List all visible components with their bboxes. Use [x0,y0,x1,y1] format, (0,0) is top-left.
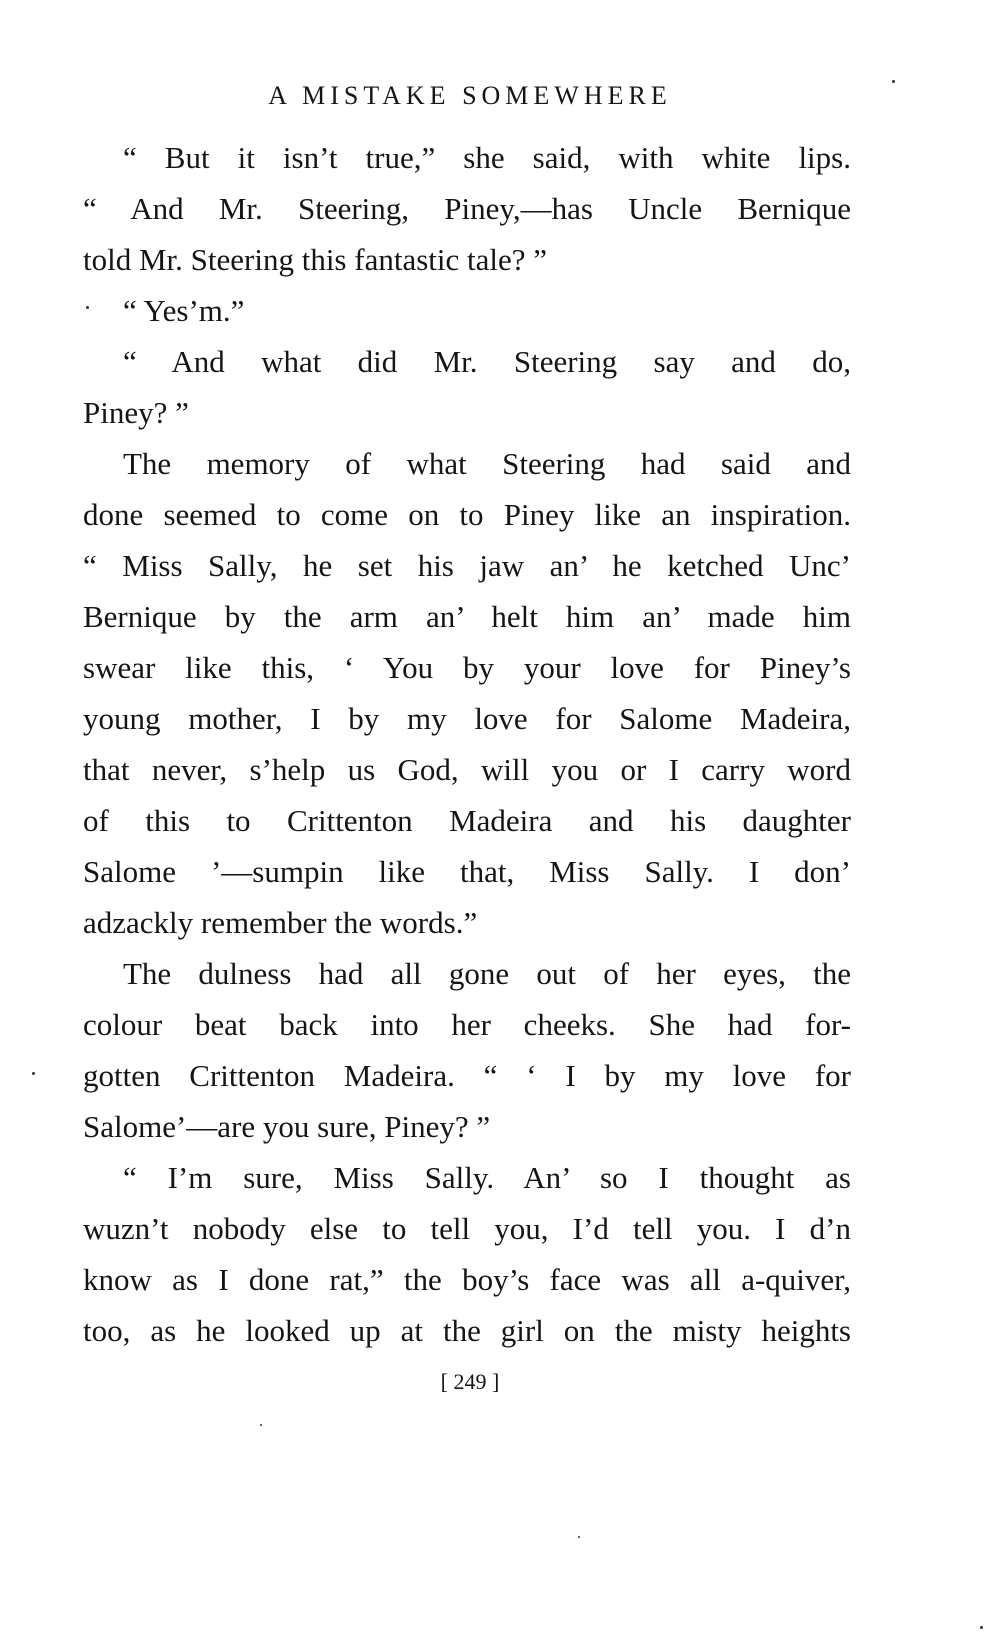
text-line: know as I done rat,” the boy’s face was all a-quiver, [83,1262,851,1297]
paragraph-5 [83,948,851,1152]
paragraph-3 [83,336,851,438]
text-line: “ Miss Sally, he set his jaw an’ he ketched Unc’ [83,548,851,583]
scan-speck [892,80,895,83]
text-line: wuzn’t nobody else to tell you, I’d tell you. I d’n [83,1211,851,1246]
text-line: “ I’m sure, Miss Sally. An’ so I thought as [123,1160,851,1195]
text-line: young mother, I by my love for Salome Madeira, [83,701,851,736]
text-line: The dulness had all gone out of her eyes, the [123,956,851,991]
text-line: adzackly remember the words.” [83,905,478,940]
text-line: The memory of what Steering had said and [123,446,851,481]
text-line: of this to Crittenton Madeira and his daughter [83,803,851,838]
text-line: “ And what did Mr. Steering say and do, [123,344,851,379]
text-line: “ Yes’m.” [123,293,245,328]
scan-speck [32,1072,35,1075]
text-line: told Mr. Steering this fantastic tale? ” [83,242,548,277]
page-number: [ 249 ] [440,1369,500,1394]
scan-speck [260,1424,262,1426]
scan-speck [980,1626,983,1629]
paragraph-2 [83,285,851,336]
text-line: Bernique by the arm an’ helt him an’ made him [83,599,851,634]
text-line: “ But it isn’t true,” she said, with white lips. [123,140,851,175]
text-line: swear like this, ‘ You by your love for Piney’s [83,650,851,685]
body-text [83,132,851,1356]
scan-speck [578,1536,580,1538]
text-line: gotten Crittenton Madeira. “ ‘ I by my love for [83,1058,851,1093]
text-line: “ And Mr. Steering, Piney,—has Uncle Bernique [83,191,851,226]
paragraph-6 [83,1152,851,1356]
text-line: Salome’—are you sure, Piney? ” [83,1109,491,1144]
running-head: A MISTAKE SOMEWHERE [268,81,672,110]
text-line: Piney? ” [83,395,189,430]
scan-speck [86,306,89,309]
text-line: colour beat back into her cheeks. She had for- [83,1007,851,1042]
paragraph-4 [83,438,851,948]
text-line: that never, s’help us God, will you or I carry word [83,752,851,787]
text-line: too, as he looked up at the girl on the misty heights [83,1313,851,1348]
text-line: Salome ’—sumpin like that, Miss Sally. I don’ [83,854,851,889]
paragraph-1 [83,132,851,285]
text-line: done seemed to come on to Piney like an inspiration. [83,497,851,532]
